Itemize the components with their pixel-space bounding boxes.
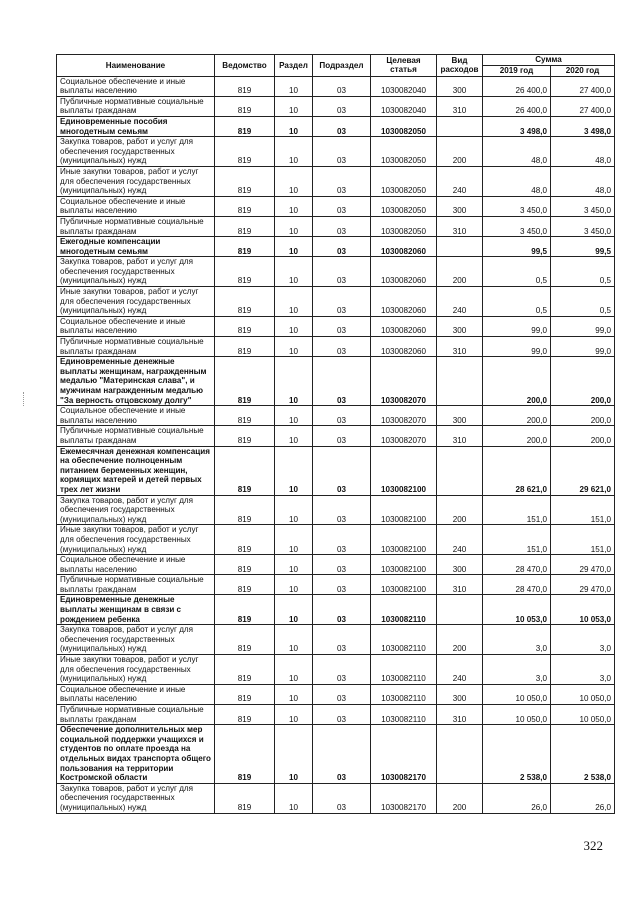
cell-exp-type: 240: [437, 525, 483, 555]
cell-section: 10: [275, 655, 313, 685]
header-sum: Сумма: [483, 55, 615, 66]
cell-section: 10: [275, 575, 313, 595]
cell-target: 1030082100: [371, 555, 437, 575]
cell-sum-2020: 0,5: [551, 287, 615, 317]
cell-name: Публичные нормативные социальные выплаты гражданам: [57, 96, 215, 116]
table-row: [57, 705, 615, 725]
cell-section: 10: [275, 725, 313, 784]
cell-dept: 819: [215, 337, 275, 357]
cell-dept: 819: [215, 575, 275, 595]
cell-exp-type: 300: [437, 555, 483, 575]
cell-dept: 819: [215, 96, 275, 116]
cell-exp-type: 240: [437, 166, 483, 196]
cell-name: Закупка товаров, работ и услуг для обеспечения государственных (муниципальных) нужд: [57, 625, 215, 655]
cell-dept: 819: [215, 725, 275, 784]
table-row: [57, 575, 615, 595]
cell-section: 10: [275, 446, 313, 495]
cell-exp-type: 300: [437, 316, 483, 336]
cell-sum-2020: 2 538,0: [551, 725, 615, 784]
cell-section: 10: [275, 287, 313, 317]
cell-subsection: 03: [313, 337, 371, 357]
cell-sum-2019: 10 053,0: [483, 595, 551, 625]
cell-target: 1030082060: [371, 316, 437, 336]
cell-target: 1030082110: [371, 595, 437, 625]
table-body: [57, 76, 615, 813]
cell-target: 1030082110: [371, 705, 437, 725]
cell-subsection: 03: [313, 137, 371, 167]
table-row: [57, 137, 615, 167]
cell-dept: 819: [215, 76, 275, 96]
cell-section: 10: [275, 116, 313, 136]
cell-subsection: 03: [313, 684, 371, 704]
cell-target: 1030082070: [371, 426, 437, 446]
table-row: [57, 357, 615, 406]
cell-section: 10: [275, 137, 313, 167]
cell-subsection: 03: [313, 166, 371, 196]
cell-sum-2020: 200,0: [551, 406, 615, 426]
cell-subsection: 03: [313, 287, 371, 317]
cell-name: Социальное обеспечение и иные выплаты населению: [57, 555, 215, 575]
cell-target: 1030082040: [371, 76, 437, 96]
cell-dept: 819: [215, 595, 275, 625]
cell-target: 1030082100: [371, 446, 437, 495]
table-row: [57, 625, 615, 655]
table-row: [57, 595, 615, 625]
cell-subsection: 03: [313, 426, 371, 446]
cell-target: 1030082060: [371, 287, 437, 317]
cell-sum-2019: 0,5: [483, 257, 551, 287]
cell-sum-2019: 26,0: [483, 783, 551, 813]
cell-name: Закупка товаров, работ и услуг для обеспечения государственных (муниципальных) нужд: [57, 137, 215, 167]
cell-name: Публичные нормативные социальные выплаты гражданам: [57, 337, 215, 357]
cell-sum-2020: 99,5: [551, 237, 615, 257]
cell-name: Публичные нормативные социальные выплаты гражданам: [57, 575, 215, 595]
cell-sum-2020: 3 450,0: [551, 216, 615, 236]
cell-section: 10: [275, 237, 313, 257]
cell-sum-2019: 2 538,0: [483, 725, 551, 784]
cell-section: 10: [275, 216, 313, 236]
cell-section: 10: [275, 705, 313, 725]
cell-subsection: 03: [313, 196, 371, 216]
cell-target: 1030082170: [371, 783, 437, 813]
cell-sum-2019: 48,0: [483, 137, 551, 167]
cell-target: 1030082070: [371, 406, 437, 426]
cell-sum-2020: 151,0: [551, 495, 615, 525]
cell-dept: 819: [215, 137, 275, 167]
cell-exp-type: 310: [437, 96, 483, 116]
cell-sum-2020: 3,0: [551, 625, 615, 655]
cell-subsection: 03: [313, 725, 371, 784]
cell-dept: 819: [215, 426, 275, 446]
cell-name: Ежегодные компенсации многодетным семьям: [57, 237, 215, 257]
cell-target: 1030082060: [371, 257, 437, 287]
cell-name: Социальное обеспечение и иные выплаты населению: [57, 316, 215, 336]
cell-sum-2019: 3 498,0: [483, 116, 551, 136]
cell-sum-2019: 48,0: [483, 166, 551, 196]
cell-sum-2020: 10 050,0: [551, 705, 615, 725]
cell-subsection: 03: [313, 655, 371, 685]
cell-target: 1030082050: [371, 137, 437, 167]
cell-exp-type: [437, 237, 483, 257]
cell-sum-2020: 10 053,0: [551, 595, 615, 625]
cell-dept: 819: [215, 655, 275, 685]
cell-dept: 819: [215, 555, 275, 575]
cell-name: Социальное обеспечение и иные выплаты населению: [57, 406, 215, 426]
cell-sum-2020: 29 470,0: [551, 575, 615, 595]
header-section: Раздел: [275, 55, 313, 77]
scan-mark: [23, 392, 25, 406]
cell-target: 1030082050: [371, 196, 437, 216]
cell-name: Иные закупки товаров, работ и услуг для обеспечения государственных (муниципальных) нужд: [57, 655, 215, 685]
cell-sum-2019: 3,0: [483, 655, 551, 685]
cell-dept: 819: [215, 316, 275, 336]
cell-sum-2019: 10 050,0: [483, 705, 551, 725]
cell-subsection: 03: [313, 525, 371, 555]
cell-section: 10: [275, 555, 313, 575]
cell-subsection: 03: [313, 783, 371, 813]
table-row: [57, 316, 615, 336]
table-row: [57, 337, 615, 357]
cell-section: 10: [275, 337, 313, 357]
table-row: [57, 76, 615, 96]
cell-section: 10: [275, 625, 313, 655]
cell-name: Иные закупки товаров, работ и услуг для обеспечения государственных (муниципальных) нужд: [57, 287, 215, 317]
cell-sum-2020: 29 621,0: [551, 446, 615, 495]
cell-sum-2020: 3,0: [551, 655, 615, 685]
cell-exp-type: 300: [437, 76, 483, 96]
cell-dept: 819: [215, 196, 275, 216]
cell-sum-2019: 200,0: [483, 357, 551, 406]
cell-section: 10: [275, 495, 313, 525]
cell-exp-type: 310: [437, 426, 483, 446]
cell-exp-type: [437, 595, 483, 625]
cell-subsection: 03: [313, 116, 371, 136]
cell-sum-2019: 10 050,0: [483, 684, 551, 704]
cell-sum-2020: 27 400,0: [551, 76, 615, 96]
cell-exp-type: 240: [437, 287, 483, 317]
header-subsection: Подраздел: [313, 55, 371, 77]
cell-exp-type: [437, 725, 483, 784]
cell-exp-type: [437, 357, 483, 406]
header-target: Целевая статья: [371, 55, 437, 77]
cell-dept: 819: [215, 237, 275, 257]
header-exp-type: Вид расходов: [437, 55, 483, 77]
cell-name: Социальное обеспечение и иные выплаты населению: [57, 684, 215, 704]
table-row: [57, 406, 615, 426]
cell-name: Публичные нормативные социальные выплаты гражданам: [57, 426, 215, 446]
cell-name: Единовременные денежные выплаты женщинам, награжденным медалью "Материнская слава", и мужчинам награжденным медалью "За верность отцовскому долгу": [57, 357, 215, 406]
cell-exp-type: 200: [437, 783, 483, 813]
cell-sum-2019: 26 400,0: [483, 76, 551, 96]
table-row: [57, 555, 615, 575]
cell-dept: 819: [215, 216, 275, 236]
cell-name: Иные закупки товаров, работ и услуг для обеспечения государственных (муниципальных) нужд: [57, 166, 215, 196]
cell-sum-2019: 0,5: [483, 287, 551, 317]
cell-section: 10: [275, 257, 313, 287]
cell-target: 1030082070: [371, 357, 437, 406]
cell-sum-2019: 151,0: [483, 495, 551, 525]
cell-sum-2020: 151,0: [551, 525, 615, 555]
cell-name: Социальное обеспечение и иные выплаты населению: [57, 196, 215, 216]
cell-sum-2019: 28 621,0: [483, 446, 551, 495]
budget-table: [56, 54, 615, 814]
cell-section: 10: [275, 426, 313, 446]
cell-sum-2020: 10 050,0: [551, 684, 615, 704]
cell-exp-type: 300: [437, 406, 483, 426]
cell-dept: 819: [215, 287, 275, 317]
cell-section: 10: [275, 166, 313, 196]
cell-sum-2020: 99,0: [551, 337, 615, 357]
cell-target: 1030082100: [371, 525, 437, 555]
cell-sum-2020: 0,5: [551, 257, 615, 287]
cell-sum-2020: 27 400,0: [551, 96, 615, 116]
cell-dept: 819: [215, 625, 275, 655]
cell-target: 1030082060: [371, 337, 437, 357]
table-row: [57, 287, 615, 317]
cell-sum-2020: 3 450,0: [551, 196, 615, 216]
cell-section: 10: [275, 96, 313, 116]
cell-dept: 819: [215, 166, 275, 196]
table-row: [57, 257, 615, 287]
cell-subsection: 03: [313, 495, 371, 525]
table-row: [57, 116, 615, 136]
cell-section: 10: [275, 357, 313, 406]
cell-target: 1030082100: [371, 575, 437, 595]
cell-section: 10: [275, 76, 313, 96]
table-row: [57, 237, 615, 257]
cell-subsection: 03: [313, 595, 371, 625]
cell-dept: 819: [215, 705, 275, 725]
cell-exp-type: 200: [437, 137, 483, 167]
cell-subsection: 03: [313, 555, 371, 575]
table-row: [57, 525, 615, 555]
cell-exp-type: 310: [437, 705, 483, 725]
cell-name: Единовременные денежные выплаты женщинам в связи с рождением ребенка: [57, 595, 215, 625]
cell-dept: 819: [215, 684, 275, 704]
cell-dept: 819: [215, 525, 275, 555]
cell-exp-type: 240: [437, 655, 483, 685]
cell-sum-2019: 26 400,0: [483, 96, 551, 116]
cell-subsection: 03: [313, 76, 371, 96]
cell-exp-type: [437, 446, 483, 495]
table-row: [57, 783, 615, 813]
cell-sum-2019: 28 470,0: [483, 555, 551, 575]
cell-section: 10: [275, 684, 313, 704]
cell-dept: 819: [215, 357, 275, 406]
table-row: [57, 196, 615, 216]
cell-exp-type: 300: [437, 684, 483, 704]
cell-section: 10: [275, 196, 313, 216]
cell-sum-2019: 200,0: [483, 426, 551, 446]
cell-dept: 819: [215, 116, 275, 136]
cell-section: 10: [275, 316, 313, 336]
cell-subsection: 03: [313, 96, 371, 116]
cell-name: Закупка товаров, работ и услуг для обеспечения государственных (муниципальных) нужд: [57, 495, 215, 525]
cell-target: 1030082050: [371, 116, 437, 136]
cell-dept: 819: [215, 495, 275, 525]
cell-section: 10: [275, 406, 313, 426]
cell-subsection: 03: [313, 575, 371, 595]
cell-target: 1030082100: [371, 495, 437, 525]
cell-target: 1030082040: [371, 96, 437, 116]
table-row: [57, 426, 615, 446]
table-row: [57, 216, 615, 236]
cell-sum-2019: 99,0: [483, 337, 551, 357]
table-row: [57, 446, 615, 495]
cell-sum-2019: 99,5: [483, 237, 551, 257]
header-year-2019: 2019 год: [483, 66, 551, 77]
cell-target: 1030082110: [371, 655, 437, 685]
cell-exp-type: 300: [437, 196, 483, 216]
page-number: 322: [583, 838, 603, 853]
cell-exp-type: 310: [437, 337, 483, 357]
cell-sum-2020: 48,0: [551, 137, 615, 167]
table-row: [57, 684, 615, 704]
table-row: [57, 166, 615, 196]
cell-sum-2020: 99,0: [551, 316, 615, 336]
table-row: [57, 495, 615, 525]
cell-name: Закупка товаров, работ и услуг для обеспечения государственных (муниципальных) нужд: [57, 783, 215, 813]
cell-exp-type: 310: [437, 216, 483, 236]
cell-subsection: 03: [313, 705, 371, 725]
cell-sum-2020: 200,0: [551, 426, 615, 446]
cell-name: Иные закупки товаров, работ и услуг для обеспечения государственных (муниципальных) нужд: [57, 525, 215, 555]
cell-subsection: 03: [313, 446, 371, 495]
cell-section: 10: [275, 525, 313, 555]
cell-target: 1030082050: [371, 216, 437, 236]
cell-target: 1030082050: [371, 166, 437, 196]
cell-target: 1030082060: [371, 237, 437, 257]
cell-dept: 819: [215, 406, 275, 426]
cell-sum-2020: 29 470,0: [551, 555, 615, 575]
cell-name: Социальное обеспечение и иные выплаты населению: [57, 76, 215, 96]
cell-subsection: 03: [313, 216, 371, 236]
cell-sum-2020: 26,0: [551, 783, 615, 813]
header-dept: Ведомство: [215, 55, 275, 77]
cell-sum-2019: 3,0: [483, 625, 551, 655]
cell-name: Единовременные пособия многодетным семьям: [57, 116, 215, 136]
cell-target: 1030082110: [371, 684, 437, 704]
cell-sum-2019: 200,0: [483, 406, 551, 426]
cell-sum-2020: 200,0: [551, 357, 615, 406]
cell-sum-2019: 151,0: [483, 525, 551, 555]
cell-exp-type: 200: [437, 257, 483, 287]
table-row: [57, 96, 615, 116]
table-row: [57, 655, 615, 685]
cell-subsection: 03: [313, 625, 371, 655]
cell-target: 1030082110: [371, 625, 437, 655]
header-row-1: [57, 55, 615, 66]
cell-sum-2019: 3 450,0: [483, 216, 551, 236]
cell-subsection: 03: [313, 237, 371, 257]
header-name: Наименование: [57, 55, 215, 77]
cell-dept: 819: [215, 257, 275, 287]
cell-name: Обеспечение дополнительных мер социальной поддержки учащихся и студентов по оплате проезда на отдельных видах транспорта общего пользования на территории Костромской области: [57, 725, 215, 784]
table-row: [57, 725, 615, 784]
cell-subsection: 03: [313, 357, 371, 406]
cell-sum-2019: 99,0: [483, 316, 551, 336]
cell-name: Закупка товаров, работ и услуг для обеспечения государственных (муниципальных) нужд: [57, 257, 215, 287]
cell-target: 1030082170: [371, 725, 437, 784]
cell-section: 10: [275, 783, 313, 813]
cell-dept: 819: [215, 783, 275, 813]
cell-section: 10: [275, 595, 313, 625]
cell-subsection: 03: [313, 406, 371, 426]
cell-name: Публичные нормативные социальные выплаты гражданам: [57, 216, 215, 236]
cell-dept: 819: [215, 446, 275, 495]
cell-subsection: 03: [313, 257, 371, 287]
cell-exp-type: [437, 116, 483, 136]
cell-subsection: 03: [313, 316, 371, 336]
cell-sum-2019: 28 470,0: [483, 575, 551, 595]
cell-exp-type: 310: [437, 575, 483, 595]
cell-sum-2020: 3 498,0: [551, 116, 615, 136]
cell-exp-type: 200: [437, 625, 483, 655]
cell-name: Ежемесячная денежная компенсация на обеспечение полноценным питанием беременных женщин, кормящих матерей и детей первых трех лет жизни: [57, 446, 215, 495]
cell-name: Публичные нормативные социальные выплаты гражданам: [57, 705, 215, 725]
cell-sum-2020: 48,0: [551, 166, 615, 196]
header-year-2020: 2020 год: [551, 66, 615, 77]
cell-exp-type: 200: [437, 495, 483, 525]
cell-sum-2019: 3 450,0: [483, 196, 551, 216]
